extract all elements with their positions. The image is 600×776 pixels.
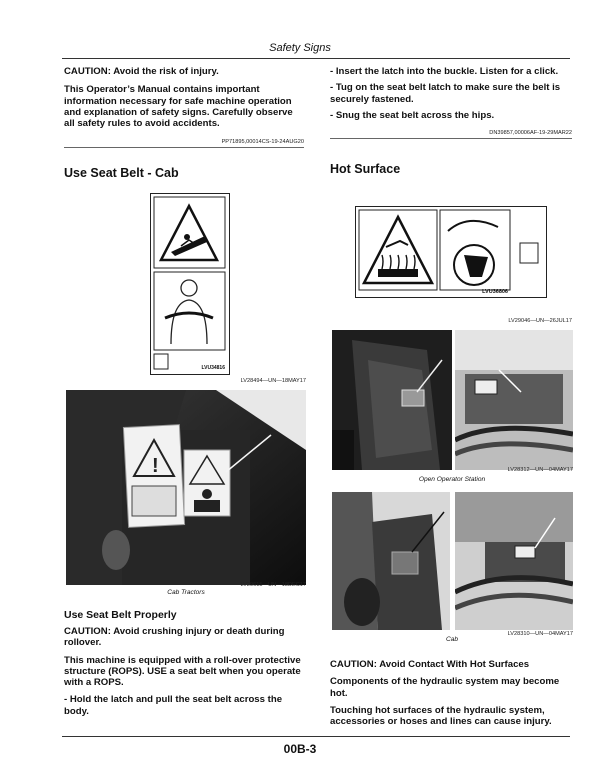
figure-ref: LV28312—UN—04MAY17	[507, 467, 573, 473]
step-insert-latch: - Insert the latch into the buckle. Listen for a click.	[330, 66, 559, 77]
caution-hot-surfaces: CAUTION: Avoid Contact With Hot Surfaces	[330, 659, 530, 670]
caution-risk-block	[64, 66, 304, 148]
page-number: 00B-3	[283, 742, 317, 756]
seat-belt-steps-block	[330, 66, 572, 139]
step-hold-latch: - Hold the latch and pull the seat belt across the body.	[64, 694, 283, 717]
figure-ref: LV29615—UN—18DEC17	[240, 582, 306, 588]
step-snug-belt: - Snug the seat belt across the hips.	[330, 109, 495, 121]
cab-photo-left	[332, 492, 450, 630]
rops-text: This machine is equipped with a roll-over protective structure (ROPS). USE a seat belt when you operate with a ROPS.	[64, 654, 301, 689]
ref-code: PP71895,00014CS-19-24AUG20	[221, 139, 304, 146]
hot-surface-decal	[355, 206, 547, 298]
cab-interior-illustration	[66, 390, 306, 585]
open-station-photo-right	[455, 330, 573, 470]
subheading-seat-belt-properly: Use Seat Belt Properly	[64, 609, 177, 621]
hydraulic-cover-illustration	[332, 330, 452, 470]
section-heading-hot-surface: Hot Surface	[330, 162, 401, 176]
caution-crushing: CAUTION: Avoid crushing injury or death during rollover.	[64, 626, 285, 649]
cab-photo-right	[455, 492, 573, 630]
cab-tractor-photo	[66, 390, 306, 585]
running-header: Safety Signs	[269, 42, 331, 54]
section-heading-seat-belt-cab: Use Seat Belt - Cab	[64, 166, 179, 180]
step-tug-latch: - Tug on the seat belt latch to make sure the belt is securely fastened.	[330, 82, 561, 105]
hot-surface-text-block	[330, 659, 572, 727]
header-divider	[62, 58, 570, 59]
caution-risk-title: CAUTION: Avoid the risk of injury.	[64, 66, 219, 77]
footer-divider	[62, 736, 570, 737]
figure-ref: LV29046—UN—26JUL17	[508, 318, 572, 324]
seat-belt-decal	[150, 193, 230, 375]
figure-caption: Open Operator Station	[418, 476, 486, 483]
decal-code: LVU36806	[482, 289, 508, 295]
manual-importance-text: This Operator’s Manual contains important information necessary for safe machine operation and explanation of safety signs. Carefully observe all safety rules to avoid accidents.	[64, 84, 293, 130]
hot-touch-warning: Touching hot surfaces of the hydraulic system, accessories or hoses and lines can cause injury.	[330, 704, 552, 728]
figure-ref: LV28310—UN—04MAY17	[507, 631, 573, 637]
hot-components-text: Components of the hydraulic system may become hot.	[330, 676, 560, 699]
ref-code: DN39857,00006AF-19-29MAR22	[489, 130, 572, 137]
cab-hydraulic-illustration	[332, 492, 450, 630]
decal-code: LVU34816	[201, 365, 225, 371]
figure-caption: Cab	[445, 636, 459, 643]
figure-caption: Cab Tractors	[167, 589, 205, 596]
hydraulic-hoses-illustration	[455, 330, 573, 470]
cab-hoses-illustration	[455, 492, 573, 630]
svg-text:!: !	[152, 455, 159, 477]
ref-divider	[330, 138, 572, 139]
open-station-photo-left	[332, 330, 452, 470]
seat-belt-decal-graphic	[151, 194, 228, 373]
seat-belt-properly-block	[64, 609, 304, 717]
figure-ref: LV28494—UN—18MAY17	[240, 378, 306, 384]
ref-divider	[64, 147, 304, 148]
hot-surface-decal-graphic	[356, 207, 545, 296]
